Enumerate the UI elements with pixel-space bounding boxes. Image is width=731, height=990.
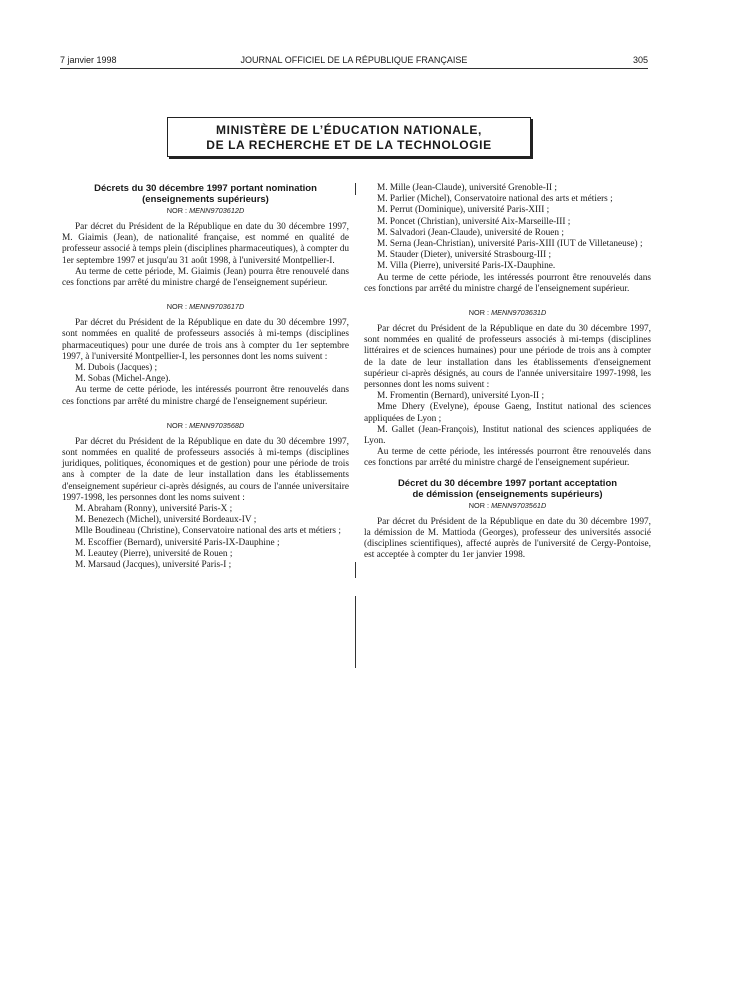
- name-entry: M. Perrut (Dominique), université Paris-XIII ;: [377, 205, 550, 216]
- column-divider-2: [355, 562, 356, 578]
- column-divider-1: [355, 183, 356, 195]
- decree-title-line-2: de démission (enseignements supérieurs): [412, 488, 603, 500]
- page-header: [60, 55, 648, 69]
- name-entry: M. Gallet (Jean-François), Institut national des sciences appliquées de Lyon.: [364, 424, 651, 447]
- column-divider-3: [355, 596, 356, 668]
- ministry-box: [167, 117, 531, 157]
- name-entry: M. Poncet (Christian), université Aix-Marseille-III ;: [377, 216, 571, 227]
- decree-paragraph: Par décret du Président de la République en date du 30 décembre 1997, sont nommées en qualité de professeurs associés à mi-temps (disciplines juridiques, politiques, économiques et de gestion) pour une période de trois ans à compter de la date de leur installation dans les établissements d'enseignement supérieur ci-après désignés, au cours de l'année universitaire 1997-1998, les personnes dont les noms suivent :: [62, 436, 349, 503]
- decree-paragraph: Par décret du Président de la République en date du 30 décembre 1997, M. Giaimis (Jean), de nationalité française, est nommé en qualité de professeur associé à temps plein (disciplines pharmaceutiques), à compter du 1er septembre 1997 et jusqu'au 31 août 1998, à l'université Montpellier-I.: [62, 222, 349, 266]
- nor-reference: NOR : MENN9703612D: [166, 206, 245, 215]
- decree-title-line-1: Décret du 30 décembre 1997 portant acceptation: [397, 477, 618, 489]
- ministry-line-1: MINISTÈRE DE L’ÉDUCATION NATIONALE,: [216, 123, 482, 137]
- name-entry: M. Benezech (Michel), université Bordeaux-IV ;: [75, 515, 257, 526]
- nor-reference: NOR : MENN9703561D: [468, 500, 547, 510]
- name-entry: M. Sobas (Michel-Ange).: [75, 374, 171, 385]
- name-entry: M. Stauder (Dieter), université Strasbourg-III ;: [377, 250, 552, 261]
- name-entry: M. Serna (Jean-Christian), université Paris-XIII (IUT de Villetaneuse) ;: [377, 239, 643, 250]
- name-entry: M. Villa (Pierre), université Paris-IX-Dauphine.: [377, 261, 556, 272]
- nor-reference: NOR : MENN9703631D: [468, 308, 547, 318]
- header-rule: [60, 68, 648, 69]
- name-entry: M. Dubois (Jacques) ;: [75, 363, 158, 374]
- nor-reference: NOR : MENN9703568D: [166, 420, 245, 430]
- decree-paragraph: Au terme de cette période, les intéressés pourront être renouvelés dans ces fonctions par arrêté du ministre chargé de l'enseignement supérieur.: [364, 272, 651, 294]
- decree-paragraph: Au terme de cette période, les intéressés pourront être renouvelés dans ces fonctions par arrêté du ministre chargé de l'enseignement supérieur.: [62, 385, 349, 407]
- decree-title-line-2: (enseignements supérieurs): [142, 194, 269, 205]
- decree-title-line-1: Décrets du 30 décembre 1997 portant nomination: [94, 183, 317, 194]
- name-entry: M. Escoffier (Bernard), université Paris-IX-Dauphine ;: [75, 537, 280, 548]
- name-entry: Mme Dhery (Evelyne), épouse Gaeng, Institut national des sciences appliquées de Lyon ;: [364, 402, 651, 424]
- ministry-line-2: DE LA RECHERCHE ET DE LA TECHNOLOGIE: [206, 138, 492, 152]
- header-page-number: 305: [632, 55, 648, 65]
- name-entry: M. Marsaud (Jacques), université Paris-I ;: [75, 560, 232, 571]
- nor-reference: NOR : MENN9703617D: [166, 302, 245, 312]
- name-entry: M. Leautey (Pierre), université de Rouen ;: [75, 548, 233, 559]
- decree-paragraph: Au terme de cette période, M. Giaimis (Jean) pourra être renouvelé dans ces fonctions par arrêté du ministre chargé de l'enseignement supérieur.: [62, 266, 349, 289]
- decree-paragraph: Par décret du Président de la République en date du 30 décembre 1997, sont nommées en qualité de professeurs associés à mi-temps (disciplines pharmaceutiques) pour une durée de trois ans à compter du 1er septembre 1997, à l'université Montpellier-I, les personnes dont les noms suivent :: [62, 318, 349, 362]
- header-journal-title: JOURNAL OFFICIEL DE LA RÉPUBLIQUE FRANÇAISE: [240, 55, 468, 65]
- left-column: [62, 183, 349, 571]
- header-date: 7 janvier 1998: [60, 55, 117, 65]
- name-entry: Mlle Boudineau (Christine), Conservatoire national des arts et métiers ;: [75, 526, 341, 537]
- decree-paragraph: Au terme de cette période, les intéressés pourront être renouvelés dans ces fonctions par arrêté du ministre chargé de l'enseignement supérieur.: [364, 447, 651, 469]
- right-column: [364, 183, 651, 561]
- decree-paragraph: Par décret du Président de la République en date du 30 décembre 1997, sont nommées en qualité de professeurs associés à mi-temps (disciplines littéraires et de sciences humaines) pour une période de trois ans à compter de la date de leur installation dans les établissements d'enseignement supérieur ci-après désignés, au cours de l'année universitaire 1997-1998, les personnes dont les noms suivent :: [364, 324, 651, 391]
- name-entry: M. Parlier (Michel), Conservatoire national des arts et métiers ;: [377, 194, 613, 205]
- decree-paragraph: Par décret du Président de la République en date du 30 décembre 1997, la démission de M. Mattioda (Georges), professeur des universités associé (disciplines scientifiques), affecté auprès de l'université de Cergy-Pontoise, est acceptée à compter du 1er janvier 1998.: [364, 516, 651, 561]
- name-entry: M. Fromentin (Bernard), université Lyon-II ;: [377, 391, 545, 402]
- name-entry: M. Mille (Jean-Claude), université Grenoble-II ;: [377, 183, 557, 193]
- name-entry: M. Salvadori (Jean-Claude), université de Rouen ;: [377, 227, 564, 238]
- name-entry: M. Abraham (Ronny), université Paris-X ;: [75, 504, 233, 515]
